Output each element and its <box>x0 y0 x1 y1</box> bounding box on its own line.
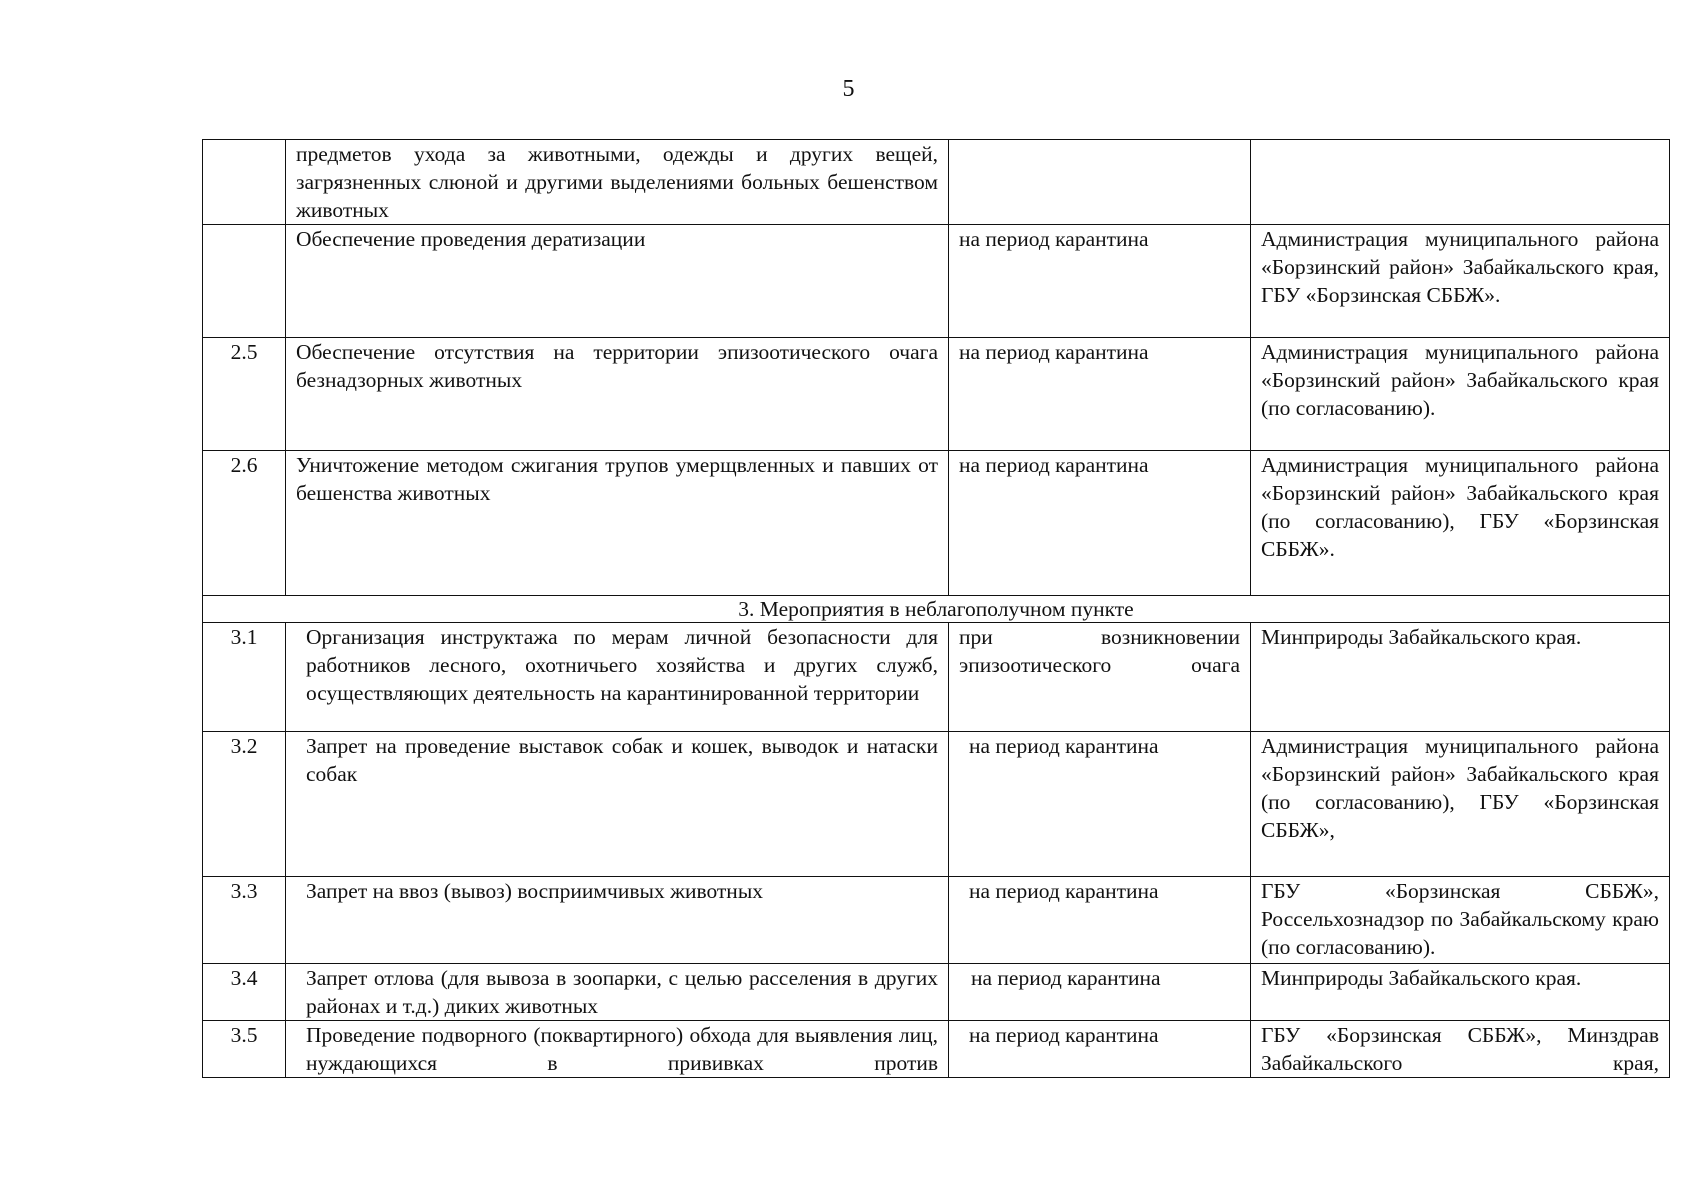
table-row <box>203 1021 1670 1078</box>
measures-table <box>202 139 1670 1078</box>
responsible-cell: Администрация муниципального района «Борзинский район» Забайкальского края (по согласованию). <box>1251 338 1670 451</box>
term-cell: на период карантина <box>949 732 1251 877</box>
responsible-cell: ГБУ «Борзинская СББЖ», Россельхознадзор по Забайкальскому краю (по согласованию). <box>1251 877 1670 964</box>
table-row <box>203 877 1670 964</box>
row-number: 3.2 <box>203 732 286 877</box>
row-number: 2.6 <box>203 451 286 596</box>
responsible-cell: ГБУ «Борзинская СББЖ», Минздрав Забайкальского края, <box>1251 1021 1670 1078</box>
term-cell: на период карантина <box>949 338 1251 451</box>
responsible-cell: Минприроды Забайкальского края. <box>1251 964 1670 1021</box>
table-row <box>203 338 1670 451</box>
section-header-row <box>203 596 1670 623</box>
page-number: 5 <box>842 76 855 102</box>
table-row <box>203 225 1670 338</box>
responsible-cell: Минприроды Забайкальского края. <box>1251 623 1670 732</box>
term-cell: на период карантина <box>949 877 1251 964</box>
activity-cell: Запрет отлова (для вывоза в зоопарки, с целью расселения в других районах и т.д.) диких животных <box>286 964 949 1021</box>
activity-cell: предметов ухода за животными, одежды и других вещей, загрязненных слюной и другими выделениями больных бешенством животных <box>286 140 949 225</box>
responsible-cell: Администрация муниципального района «Борзинский район» Забайкальского края (по согласованию), ГБУ «Борзинская СББЖ», <box>1251 732 1670 877</box>
term-cell: на период карантина <box>949 1021 1251 1078</box>
row-number <box>203 225 286 338</box>
activity-cell: Запрет на проведение выставок собак и кошек, выводок и натаски собак <box>286 732 949 877</box>
row-number: 3.1 <box>203 623 286 732</box>
term-cell: на период карантина <box>949 451 1251 596</box>
activity-cell: Обеспечение проведения дератизации <box>286 225 949 338</box>
activity-cell: Запрет на ввоз (вывоз) восприимчивых животных <box>286 877 949 964</box>
row-number <box>203 140 286 225</box>
section-title: 3. Мероприятия в неблагополучном пункте <box>203 596 1670 623</box>
activity-cell: Проведение подворного (поквартирного) обхода для выявления лиц, нуждающихся в прививках против <box>286 1021 949 1078</box>
table-row <box>203 140 1670 225</box>
row-number: 3.5 <box>203 1021 286 1078</box>
term-cell: при возникновении эпизоотического очага <box>949 623 1251 732</box>
activity-cell: Обеспечение отсутствия на территории эпизоотического очага безнадзорных животных <box>286 338 949 451</box>
table-row <box>203 451 1670 596</box>
row-number: 2.5 <box>203 338 286 451</box>
row-number: 3.4 <box>203 964 286 1021</box>
term-cell: на период карантина <box>949 964 1251 1021</box>
responsible-cell <box>1251 140 1670 225</box>
responsible-cell: Администрация муниципального района «Борзинский район» Забайкальского края, ГБУ «Борзинская СББЖ». <box>1251 225 1670 338</box>
row-number: 3.3 <box>203 877 286 964</box>
activity-cell: Организация инструктажа по мерам личной безопасности для работников лесного, охотничьего хозяйства и других служб, осуществляющих деятельность на карантинированной территории <box>286 623 949 732</box>
table-row <box>203 732 1670 877</box>
table-row <box>203 623 1670 732</box>
term-cell: на период карантина <box>949 225 1251 338</box>
table-row <box>203 964 1670 1021</box>
activity-cell: Уничтожение методом сжигания трупов умерщвленных и павших от бешенства животных <box>286 451 949 596</box>
term-cell <box>949 140 1251 225</box>
responsible-cell: Администрация муниципального района «Борзинский район» Забайкальского края (по согласованию), ГБУ «Борзинская СББЖ». <box>1251 451 1670 596</box>
